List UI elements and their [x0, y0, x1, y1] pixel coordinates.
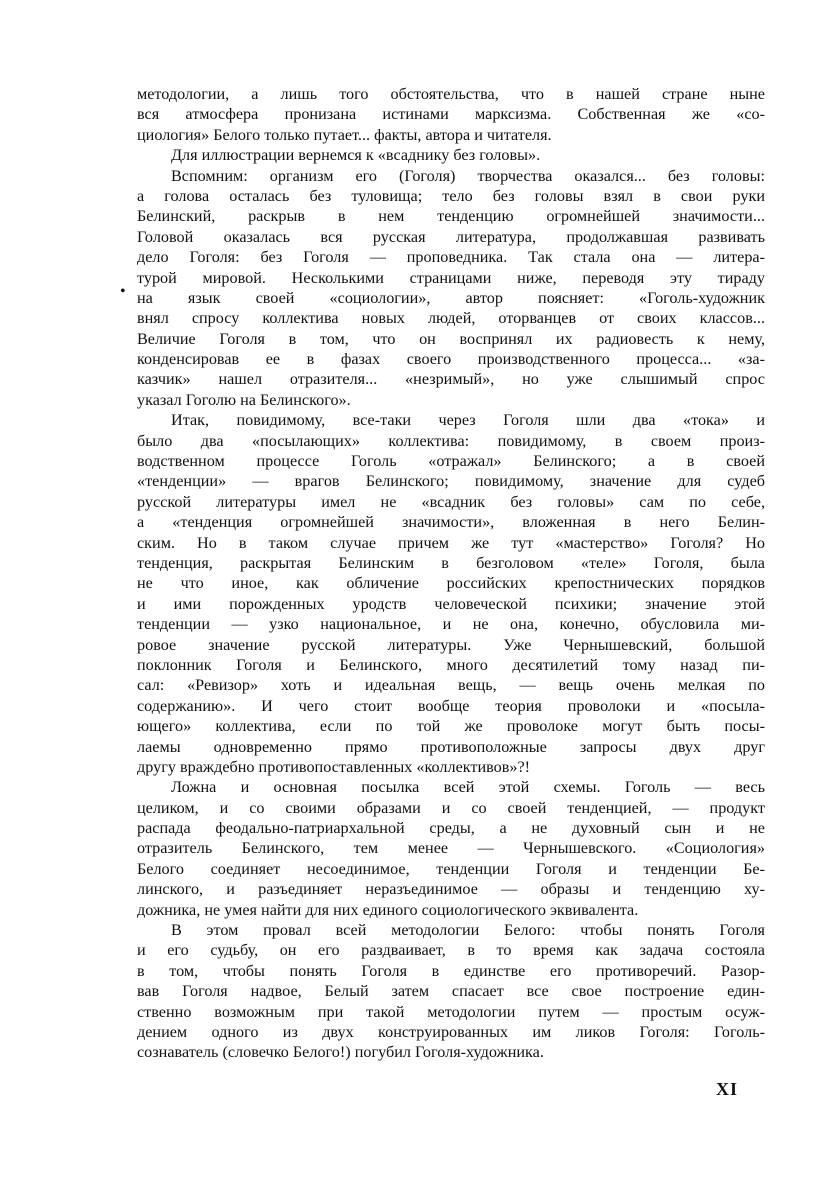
- text-line: отразитель Белинского, тем менее — Чернышевского. «Социология»: [137, 839, 765, 858]
- text-line: казчик» нашел отразителя... «незримый», но уже слышимый спрос: [137, 370, 765, 389]
- text-line: не что иное, как обличение российских крепостнических порядков: [137, 574, 765, 593]
- paragraph: [137, 920, 765, 1063]
- text-line: Белого соединяет несоединимое, тенденции Гоголя и тенденции Бе-: [137, 859, 765, 878]
- text-line: на язык своей «социологии», автор поясняет: «Гоголь-художник: [137, 288, 765, 307]
- text-line: в том, чтобы понять Гоголя в единстве его противоречий. Разор-: [137, 961, 765, 980]
- text-line: а голова осталась без туловища; тело без головы взял в свои руки: [137, 186, 765, 205]
- text-line: тенденции — узко национальное, и не она, конечно, обусловила ми-: [137, 615, 765, 634]
- text-line: «тенденции» — врагов Белинского; повидимому, значение для судеб: [137, 472, 765, 491]
- body-text: [137, 84, 765, 1063]
- text-line: ским. Но в таком случае причем же тут «мастерство» Гоголя? Но: [137, 533, 765, 552]
- page-number: XI: [716, 1079, 739, 1099]
- text-line: указал Гоголю на Белинского».: [137, 390, 351, 409]
- text-line: ственно возможным при такой методологии путем — простым осуж-: [137, 1002, 765, 1021]
- text-line: вав Гоголя надвое, Белый затем спасает все свое построение един-: [137, 982, 765, 1001]
- text-line: ющего» коллектива, если по той же проволоке могут быть посы-: [137, 717, 765, 736]
- text-line: поклонник Гоголя и Белинского, много десятилетий тому назад пи-: [137, 655, 765, 674]
- paragraph: [137, 166, 765, 411]
- text-line: другу враждебно противопоставленных «коллективов»?!: [137, 757, 531, 776]
- text-line: Ложна и основная посылка всей этой схемы. Гоголь — весь: [171, 778, 765, 797]
- text-line: ровое значение русской литературы. Уже Чернышевский, большой: [137, 635, 765, 654]
- text-line: водственном процессе Гоголь «отражал» Белинского; а в своей: [137, 452, 765, 471]
- text-line: циология» Белого только путает... факты, автора и читателя.: [137, 125, 552, 144]
- text-line: лаемы одновременно прямо противоположные запросы двух друг: [137, 737, 765, 756]
- text-line: дело Гоголя: без Гоголя — проповедника. Так стала она — литера-: [137, 248, 765, 267]
- text-line: распада феодально-патриархальной среды, а не духовный сын и не: [137, 819, 765, 838]
- text-line: методологии, а лишь того обстоятельства, что в нашей стране ныне: [137, 85, 765, 103]
- text-line: Для иллюстрации вернемся к «всаднику без головы».: [171, 146, 541, 165]
- text-line: внял спросу коллектива новых людей, оторванцев от своих классов...: [137, 309, 765, 328]
- text-line: Белинский, раскрыв в нем тенденцию огромнейшей значимости...: [137, 207, 765, 226]
- paragraph: [137, 145, 765, 165]
- text-line: вся атмосфера пронизана истинами марксизма. Собственная же «со-: [137, 105, 765, 124]
- text-line: и его судьбу, он его раздваивает, в то время как задача состояла: [137, 941, 765, 960]
- paragraph: [137, 84, 765, 145]
- margin-mark: •: [120, 283, 126, 300]
- text-line: Вспомним: организм его (Гоголя) творчества оказался... без головы:: [171, 166, 765, 185]
- text-line: В этом провал всей методологии Белого: чтобы понять Гоголя: [171, 921, 765, 940]
- text-line: было два «посылающих» коллектива: повидимому, в своем произ-: [137, 431, 765, 450]
- text-line: Головой оказалась вся русская литература, продолжавшая развивать: [137, 227, 765, 246]
- text-line: дожника, не умея найти для них единого социологического эквивалента.: [137, 900, 639, 919]
- text-line: линского, и разъединяет неразъединимое — образы и тенденцию ху-: [137, 880, 765, 899]
- text-line: а «тенденция огромнейшей значимости», вложенная в него Белин-: [137, 513, 765, 532]
- paragraph: [137, 410, 765, 777]
- text-line: конденсировав ее в фазах своего производственного процесса... «за-: [137, 350, 765, 369]
- paragraph: [137, 777, 765, 920]
- text-line: дением одного из двух конструированных им ликов Гоголя: Гоголь-: [137, 1022, 765, 1041]
- text-line: сознаватель (словечко Белого!) погубил Гоголя-художника.: [137, 1043, 544, 1062]
- text-line: целиком, и со своими образами и со своей тенденцией, — продукт: [137, 798, 765, 817]
- text-line: и ими порожденных уродств человеческой психики; значение этой: [137, 594, 765, 613]
- text-line: турой мировой. Несколькими страницами ниже, переводя эту тираду: [137, 268, 765, 287]
- text-line: тенденция, раскрытая Белинским в безголовом «теле» Гоголя, была: [137, 553, 765, 572]
- text-line: Итак, повидимому, все-таки через Гоголя шли два «тока» и: [171, 411, 765, 430]
- text-line: русской литературы имел не «всадник без головы» сам по себе,: [137, 492, 765, 511]
- text-line: Величие Гоголя в том, что он воспринял их радиовесть к нему,: [137, 329, 765, 348]
- text-line: содержанию». И чего стоит вообще теория проволоки и «посыла-: [137, 696, 765, 715]
- text-line: сал: «Ревизор» хоть и идеальная вещь, — вещь очень мелкая по: [137, 676, 765, 695]
